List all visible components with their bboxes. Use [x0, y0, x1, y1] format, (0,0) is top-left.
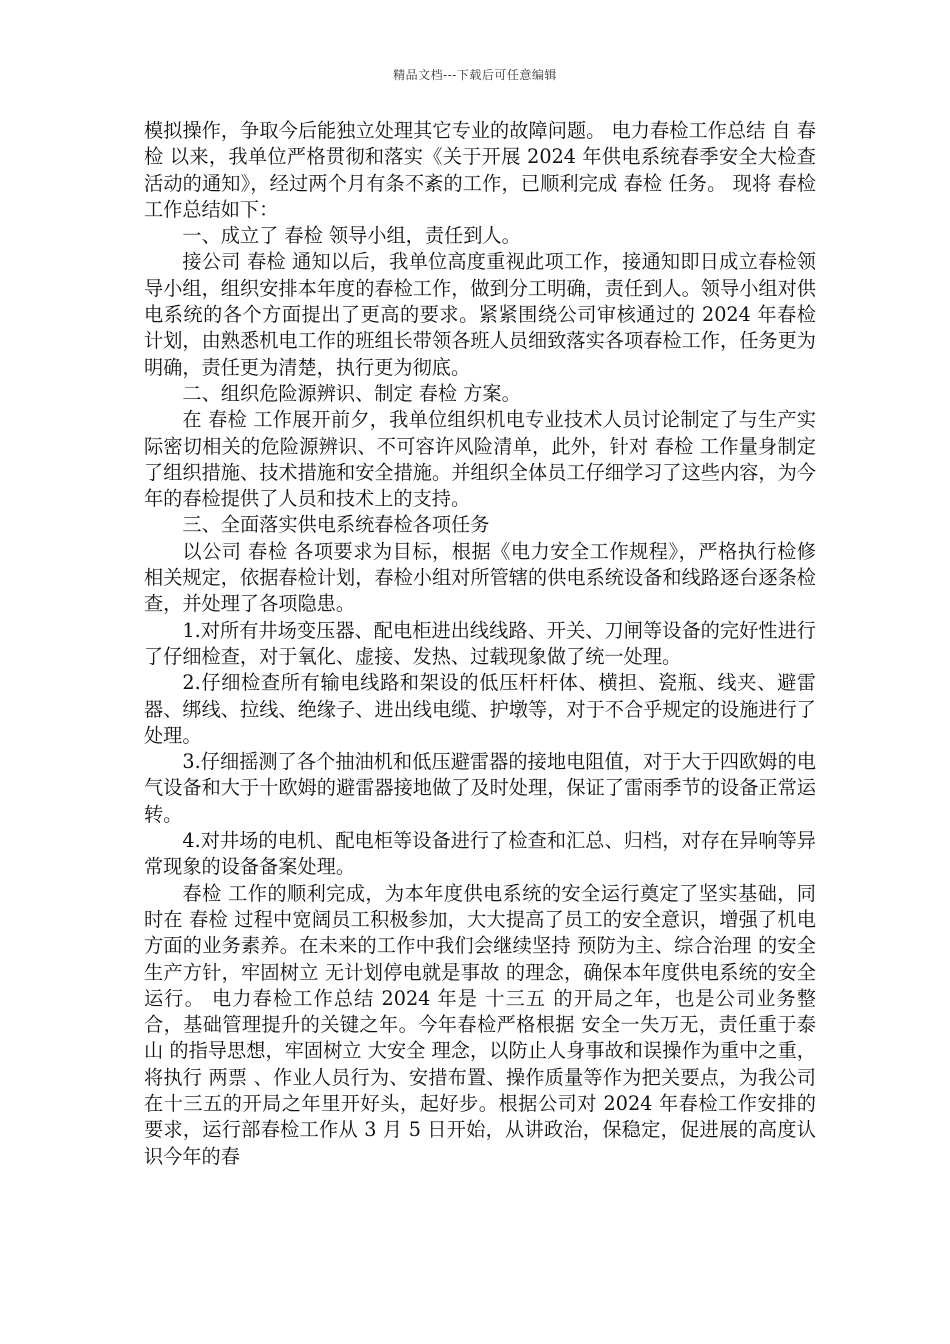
document-body: [144, 118, 816, 1170]
list-item: 3.仔细摇测了各个抽油机和低压避雷器的接地电阻值，对于大于四欧姆的电气设备和大于十欧姆的避雷器接地做了及时处理，保证了雷雨季节的设备正常运转。: [144, 750, 816, 826]
paragraph: 在 春检 工作展开前夕，我单位组织机电专业技术人员讨论制定了与生产实际密切相关的危险源辨识、不可容许风险清单，此外，针对 春检 工作量身制定了组织措施、技术措施和安全措施。并组织全体员工仔细学习了这些内容，为今年的春检提供了人员和技术上的支持。: [144, 408, 816, 511]
list-item: 4.对井场的电机、配电柜等设备进行了检查和汇总、归档，对存在异响等异常现象的设备备案处理。: [144, 829, 816, 879]
section-heading: 二、组织危险源辨识、制定 春检 方案。: [182, 381, 521, 405]
list-item: 1.对所有井场变压器、配电柜进出线线路、开关、刀闸等设备的完好性进行了仔细检查，对于氧化、虚接、发热、过载现象做了统一处理。: [144, 618, 816, 668]
section-heading: 三、全面落实供电系统春检各项任务: [182, 513, 490, 537]
paragraph: 以公司 春检 各项要求为目标，根据《电力安全工作规程》，严格执行检修相关规定，依据春检计划，春检小组对所管辖的供电系统设备和线路逐台逐条检查，并处理了各项隐患。: [144, 539, 816, 616]
section-heading: 一、成立了 春检 领导小组，责任到人。: [182, 224, 521, 248]
list-item: 2.仔细检查所有输电线路和架设的低压杆杆体、横担、瓷瓶、线夹、避雷器、绑线、拉线、绝缘子、进出线电缆、护墩等，对于不合乎规定的设施进行了处理。: [144, 671, 816, 747]
page-header: 精品文档---下载后可任意编辑: [393, 68, 557, 82]
paragraph: 接公司 春检 通知以后，我单位高度重视此项工作，接通知即日成立春检领导小组，组织安排本年度的春检工作，做到分工明确，责任到人。领导小组对供电系统的各个方面提出了更高的要求。紧紧围绕公司审核通过的 2024 年春检计划，由熟悉机电工作的班组长带领各班人员细致落实各项春检工作，任务更为明确，责任更为清楚，执行更为彻底。: [144, 250, 816, 379]
paragraph: 春检 工作的顺利完成，为本年度供电系统的安全运行奠定了坚实基础，同时在 春检 过程中宽阔员工积极参加，大大提高了员工的安全意识，增强了机电方面的业务素养。在未来的工作中我们会继续坚持 预防为主、综合治理 的安全生产方针，牢固树立 无计划停电就是事故 的理念，确保本年度供电系统的安全运行。 电力春检工作总结 2024 年是 十三五 的开局之年，也是公司业务整合，基础管理提升的关键之年。今年春检严格根据 安全一失万无，责任重于泰山 的指导思想，牢固树立 大安全 理念，以防止人身事故和误操作为重中之重，将执行 两票 、作业人员行为、安措布置、操作质量等作为把关要点，为我公司在十三五的开局之年里开好头，起好步。根据公司对 2024 年春检工作安排的要求，运行部春检工作从 3 月 5 日开始，从讲政治，保稳定，促进展的高度认识今年的春: [144, 881, 816, 1168]
paragraph: 模拟操作，争取今后能独立处理其它专业的故障问题。 电力春检工作总结 自 春检 以来，我单位严格贯彻和落实《关于开展 2024 年供电系统春季安全大检查活动的通知》，经过两个月有条不紊的工作，已顺利完成 春检 任务。 现将 春检 工作总结如下：: [144, 119, 816, 221]
